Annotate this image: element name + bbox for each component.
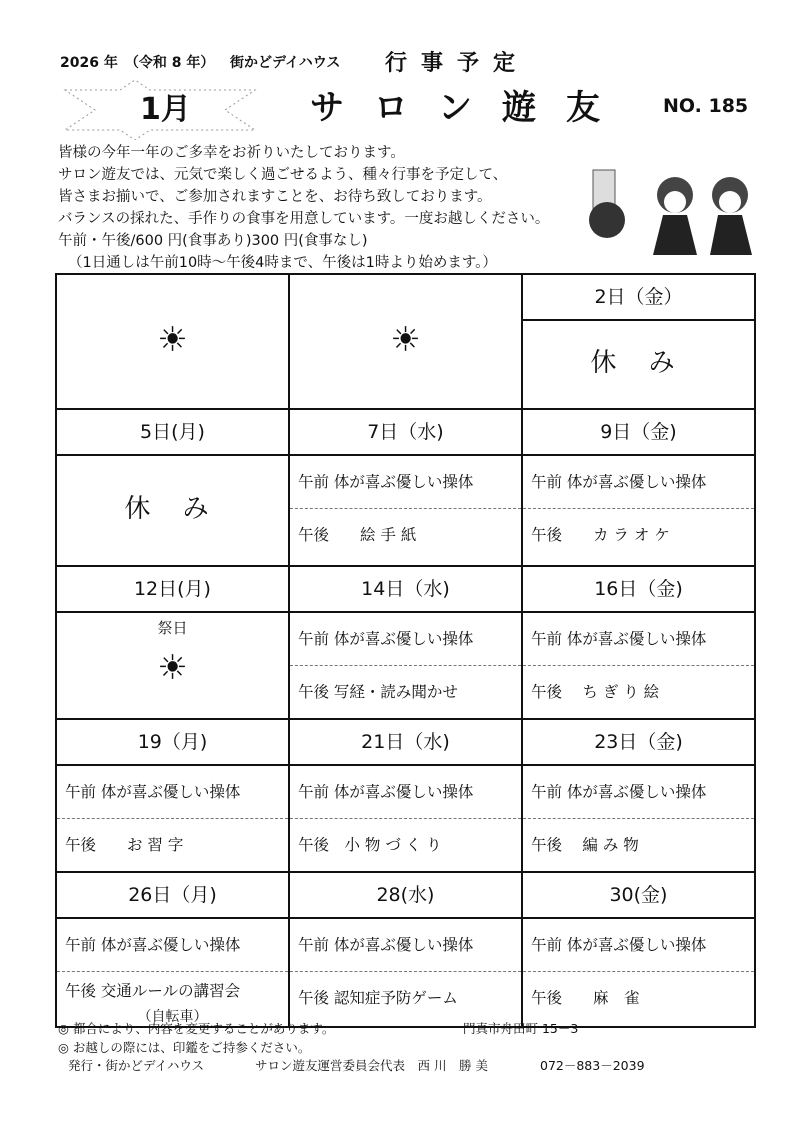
am-activity: 午前 体が喜ぶ優しい操体 — [523, 766, 754, 819]
phone-number: 072－883－2039 — [540, 1058, 645, 1073]
date-header: 21日（水) — [290, 720, 521, 766]
org-name: 街かどデイハウス — [230, 55, 341, 71]
holiday-label: 祭日 — [157, 619, 188, 637]
month: 1月 — [140, 92, 191, 127]
date-header: 30(金) — [523, 873, 754, 919]
am-activity: 午前 体が喜ぶ優しい操体 — [57, 766, 288, 819]
pm-activity: 午後 お 習 字 — [65, 836, 184, 854]
date-header: 14日（水) — [290, 567, 521, 613]
pm-activity: 午後 ち ぎ り 絵 — [530, 683, 660, 701]
date-header: 26日（月) — [57, 873, 288, 919]
sun-icon: ☀ — [157, 648, 188, 688]
am-activity: 午前 体が喜ぶ優しい操体 — [523, 919, 754, 972]
pm-activity: 午後 編 み 物 — [530, 836, 639, 854]
cell-day-7 — [289, 409, 522, 566]
pm-activity: 午後 絵 手 紙 — [297, 526, 417, 544]
address: 門真市舟田町 15－3 — [463, 1021, 579, 1036]
cell-day-28 — [289, 872, 522, 1027]
date-header: 23日（金) — [523, 720, 754, 766]
pm-note-handwritten: （自転車） — [137, 1009, 208, 1025]
cell-day-30 — [522, 872, 755, 1027]
intro-line: サロン遊友では、元気で楽しく過ごせるよう、種々行事を予定して、 — [58, 167, 508, 183]
cell-day-12 — [56, 566, 289, 719]
closed-label: 休 み — [590, 348, 687, 378]
footer-note: ◎ 都合により、内容を変更することがあります。 — [58, 1021, 335, 1036]
cell-empty-wed — [289, 274, 522, 409]
date-header: 5日(月) — [57, 410, 288, 456]
pm-activity: 午後 小 物 づ く り — [297, 836, 442, 854]
schedule-table — [55, 273, 756, 1028]
sun-icon: ☀ — [390, 320, 421, 360]
footer-note: ◎ お越しの際には、印鑑をご持参ください。 — [58, 1040, 311, 1055]
publisher: 発行・街かどデイハウス — [68, 1058, 205, 1073]
pm-activity: 午後 麻 雀 — [530, 989, 640, 1007]
cell-day-9 — [522, 409, 755, 566]
intro-line: 午前・午後/600 円(食事あり)300 円(食事なし) — [58, 233, 368, 249]
cell-day-21 — [289, 719, 522, 872]
cell-day-16 — [522, 566, 755, 719]
cell-day-14 — [289, 566, 522, 719]
year: 2026 年 （令和 8 年） — [60, 55, 215, 71]
new-year-dolls-illustration — [585, 150, 765, 260]
pm-activity: 午後 カ ラ オ ケ — [530, 526, 670, 544]
am-activity: 午前 体が喜ぶ優しい操体 — [290, 766, 521, 819]
date-header: 9日（金) — [523, 410, 754, 456]
cell-empty-mon — [56, 274, 289, 409]
pm-activity: 午後 認知症予防ゲーム — [297, 989, 458, 1007]
am-activity: 午前 体が喜ぶ優しい操体 — [290, 919, 521, 972]
intro-text — [58, 142, 549, 274]
intro-line: （1日通しは午前10時～午後4時まで、午後は1時より始めます。） — [68, 255, 497, 271]
cell-day-19 — [56, 719, 289, 872]
date-header: 2日（金） — [523, 275, 754, 321]
sun-icon: ☀ — [157, 320, 188, 360]
date-header: 19（月) — [57, 720, 288, 766]
date-header: 16日（金) — [523, 567, 754, 613]
am-activity: 午前 体が喜ぶ優しい操体 — [290, 613, 521, 666]
pm-activity: 午後 写経・読み聞かせ — [297, 683, 458, 701]
am-activity: 午前 体が喜ぶ優しい操体 — [523, 456, 754, 509]
issue-number: NO. 185 — [663, 95, 749, 117]
cell-day-23 — [522, 719, 755, 872]
date-header: 28(水) — [290, 873, 521, 919]
salon-title: サロン遊友 — [310, 88, 630, 128]
date-header: 12日(月) — [57, 567, 288, 613]
am-activity: 午前 体が喜ぶ優しい操体 — [523, 613, 754, 666]
date-header: 7日（水) — [290, 410, 521, 456]
closed-label: 休 み — [124, 494, 221, 524]
cell-day-26 — [56, 872, 289, 1027]
pm-activity: 午後 交通ルールの講習会 — [65, 982, 241, 1000]
intro-line: 皆さまお揃いで、ご参加されますことを、お待ち致しております。 — [58, 189, 492, 205]
cell-day-2 — [522, 274, 755, 409]
doc-title: 行事予定 — [385, 51, 530, 76]
am-activity: 午前 体が喜ぶ優しい操体 — [57, 919, 288, 972]
intro-line: 皆様の今年一年のご多幸をお祈りいたしております。 — [58, 145, 405, 161]
am-activity: 午前 体が喜ぶ優しい操体 — [290, 456, 521, 509]
intro-line: バランスの採れた、手作りの食事を用意しています。一度お越しください。 — [58, 211, 550, 227]
committee-representative: サロン遊友運営委員会代表 西 川 勝 美 — [255, 1058, 488, 1073]
cell-day-5 — [56, 409, 289, 566]
